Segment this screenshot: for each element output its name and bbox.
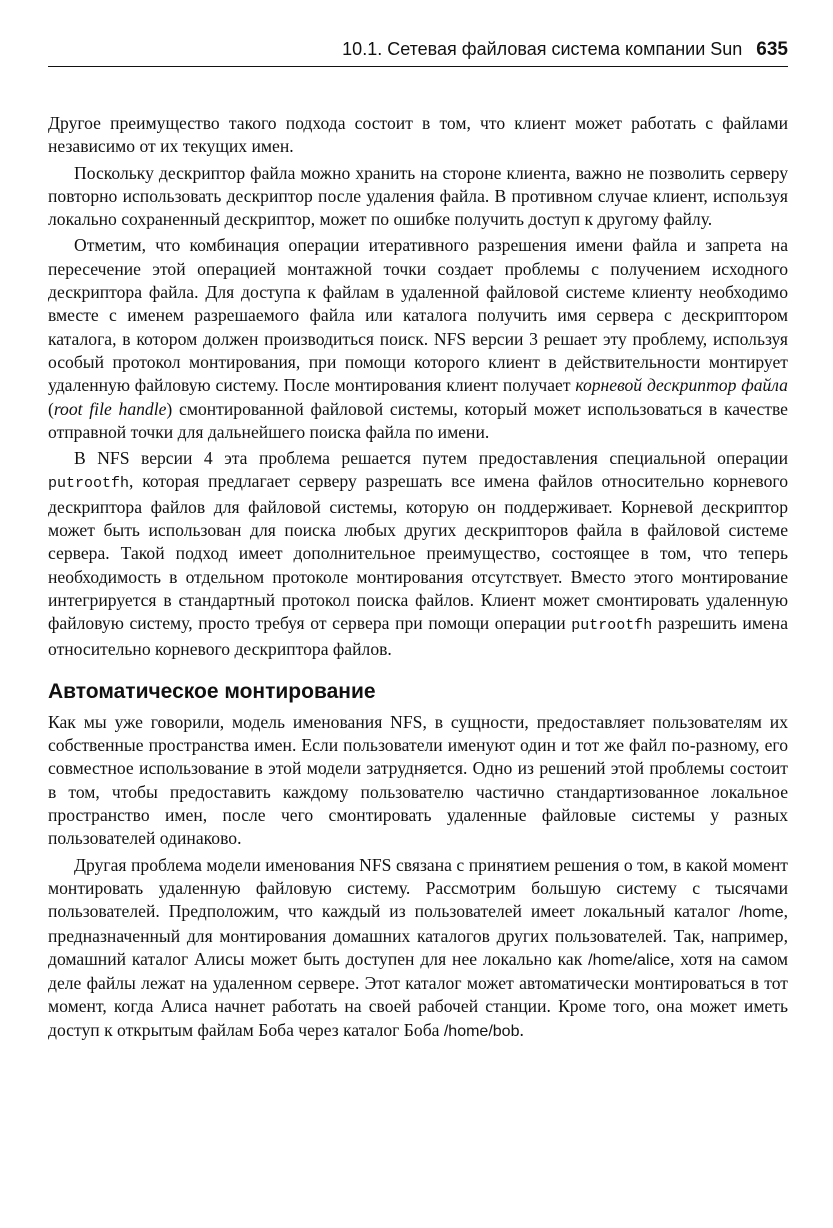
paragraph-6-text-a: Другая проблема модели именования NFS связана с принятием решения о том, в какой момент монтировать удаленную файловую систему. Рассмотрим большую систему с тысячами пользователей. Предположим, что каждый из пользователей имеет локальный каталог xyxy=(48,854,788,922)
paragraph-3-text-b: ( xyxy=(48,398,54,419)
running-header xyxy=(48,38,788,61)
path-home-bob: /home/bob xyxy=(443,1022,520,1040)
paragraph-4-text-c: разрешить имена относительно корневого дескриптора файлов. xyxy=(48,613,789,659)
term-root-file-handle: корневой дескриптор файла xyxy=(575,375,788,396)
paragraph-4-text-a: В NFS версии 4 эта проблема решается путем предоставления специальной операции xyxy=(74,448,788,469)
paragraph-1: Другое преимущество такого подхода состоит в том, что клиент может работать с файлами независимо от их текущих имен. xyxy=(48,113,788,157)
term-root-file-handle-en: root file handle xyxy=(53,398,167,419)
running-title: 10.1. Сетевая файловая система компании Sun xyxy=(342,39,743,59)
paragraph-6 xyxy=(48,854,788,1043)
page-number: 635 xyxy=(756,39,788,60)
paragraph-6-text-d: . xyxy=(519,1019,524,1040)
paragraph-3-text-a: Отметим, что комбинация операции итеративного разрешения имени файла и запрета на пересечение этой операцией монтажной точки создает проблемы с получением исходного дескриптора файла. Для доступа к файлам в удаленной файловой системе клиенту необходимо вместе с именем разрешаемого файла или каталога получить имя сервера с дескриптором каталога, в котором должен производиться поиск. NFS версии 3 решает эту проблему, используя особый протокол монтирования, при помощи которого клиент в действительности монтирует удаленную файловую систему. После монтирования клиент получает xyxy=(48,235,788,396)
path-home-alice: /home/alice xyxy=(588,951,670,969)
paragraph-6-text-c: , хотя на самом деле файлы лежат на удаленном сервере. Этот каталог может автоматически монтироваться в тот момент, когда Алиса начнет работать на своей рабочей станции. Кроме того, она может иметь доступ к открытым файлам Боба через каталог Боба xyxy=(48,948,788,1040)
section-heading: Автоматическое монтирование xyxy=(48,679,376,703)
path-home: /home xyxy=(739,904,784,922)
page-body xyxy=(48,112,788,1043)
paragraph-4-text-b: , которая предлагает серверу разрешать все имена файлов относительно корневого дескриптора файлов для файловой системы, которую он поддерживает. Корневой дескриптор может быть использован для поиска любых других дескрипторов файла в файловой системе сервера. Такой подход имеет дополнительное преимущество, состоящее в том, что теперь необходимость в отдельном протоколе монтирования отсутствует. Вместо этого монтирование интегрируется в стандартный протокол поиска файлов. Клиент может смонтировать удаленную файловую систему, просто требуя от сервера при помощи операции xyxy=(48,471,788,634)
paragraph-6-text-b: , предназначенный для монтирования домашних каталогов других пользователей. Так, например, домашний каталог Алисы может быть доступен для нее локально как xyxy=(48,901,788,969)
paragraph-3 xyxy=(48,234,788,444)
paragraph-2: Поскольку дескриптор файла можно хранить на стороне клиента, важно не позволить серверу повторно использовать дескриптор после удаления файла. В противном случае клиент, используя локально сохраненный дескриптор, может по ошибке получить доступ к другому файлу. xyxy=(48,162,788,230)
paragraph-4 xyxy=(48,447,788,661)
code-putrootfh-2: putrootfh xyxy=(571,617,653,635)
code-putrootfh: putrootfh xyxy=(48,475,130,493)
paragraph-5: Как мы уже говорили, модель именования NFS, в сущности, предоставляет пользователям их собственные пространства имен. Если пользователи именуют один и тот же файл по-разному, его совместное использование в этой модели затрудняется. Одно из решений этой проблемы состоит в том, чтобы предоставить каждому пользователю частично стандартизованное локальное пространство имен, после чего смонтировать удаленные файловые системы у разных пользователей одинаково. xyxy=(48,711,788,849)
paragraph-3-text-c: ) смонтированной файловой системы, который может использоваться в качестве отправной точки для дальнейшего поиска файла по имени. xyxy=(48,398,788,442)
header-rule xyxy=(48,66,788,67)
